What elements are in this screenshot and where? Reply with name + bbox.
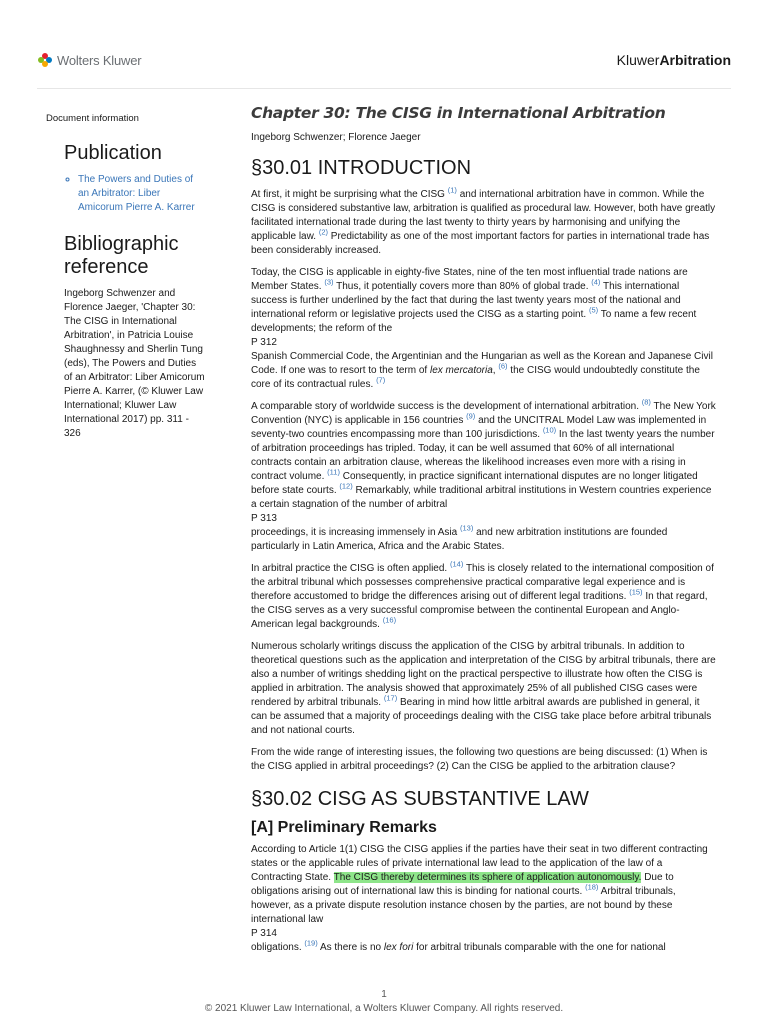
footnote-link[interactable]: (15) xyxy=(629,587,643,597)
sidebar xyxy=(46,113,206,441)
authors: Ingeborg Schwenzer; Florence Jaeger xyxy=(251,132,421,143)
text-run: In arbitral practice the CISG is often applied. xyxy=(251,563,450,574)
bibliographic-reference-heading: Bibliographic reference xyxy=(64,233,179,278)
text-run: This international success is further underlined by the fact that during the last twenty years most of the national and international reform or legislative projects used the CISG as a starting point. xyxy=(251,281,681,320)
footnote-link[interactable]: (6) xyxy=(498,361,508,371)
text-run: Arbitral tribunals, however, as a private dispute resolution instance chosen by the parties, are not bound by these international law xyxy=(251,886,676,925)
paragraph xyxy=(251,843,716,955)
footnote-link[interactable]: (13) xyxy=(459,523,474,533)
text-run: the CISG would undoubtedly constitute the core of its contractual rules. xyxy=(251,365,700,390)
text-run: Consequently, in practice significant international disputes are no longer litigated before state courts. xyxy=(251,471,698,496)
text-run: for arbitral tribunals comparable with the one for national xyxy=(413,942,666,953)
text-run: A comparable story of worldwide success is the development of international arbitration. xyxy=(251,401,642,412)
text-run: , xyxy=(492,365,499,376)
document-information-label: Document information xyxy=(46,113,139,124)
footnote-link[interactable]: (4) xyxy=(591,277,601,287)
text-run: Thus, it potentially covers more than 80% of global trade. xyxy=(333,281,592,292)
text-run: As there is no xyxy=(317,942,384,953)
footnote-link[interactable]: (14) xyxy=(450,559,464,569)
text-run: At first, it might be surprising what the CISG xyxy=(251,189,448,200)
text-run: proceedings, it is increasing immensely in Asia xyxy=(251,527,460,538)
text-run: and new arbitration institutions are founded particularly in Latin America, Africa and the Arabic States. xyxy=(251,527,668,552)
page-marker: P 313 xyxy=(251,513,277,524)
footnote-link[interactable]: (16) xyxy=(382,615,397,625)
footnote-link[interactable]: (3) xyxy=(324,277,334,287)
text-run: Bearing in mind how little arbitral awards are published in general, it can be assumed that a majority of proceedings dealing with the CISG take place before arbitral tribunals and not national courts. xyxy=(251,697,712,736)
page-footer xyxy=(0,988,768,1016)
wolters-kluwer-logo-icon xyxy=(37,52,53,68)
page-number: 1 xyxy=(381,989,387,1000)
footnote-link[interactable]: (8) xyxy=(641,397,651,407)
kluwer-arbitration-brand[interactable] xyxy=(617,52,731,68)
text-run: The New York Convention (NYC) is applicable in 156 countries xyxy=(251,401,716,426)
paragraph xyxy=(251,559,716,632)
paragraph xyxy=(251,397,716,554)
copyright-notice: © 2021 Kluwer Law International, a Wolters Kluwer Company. All rights reserved. xyxy=(204,1003,564,1014)
text-run: In that regard, the CISG serves as a very successful compromise between the continental European and Anglo-American legal backgrounds. xyxy=(251,591,708,630)
footnote-link[interactable]: (19) xyxy=(304,938,318,948)
italic-term: lex fori xyxy=(383,942,414,953)
footnote-link[interactable]: (1) xyxy=(447,185,457,195)
paragraph: From the wide range of interesting issues, the following two questions are being discussed: (1) When is the CISG applied in arbitral proceedings? (2) Can the CISG be applied to the arbitration clause? xyxy=(251,747,708,772)
page-marker: P 314 xyxy=(251,928,277,939)
paragraph xyxy=(251,185,716,258)
text-run: To name a few recent developments; the reform of the xyxy=(251,309,697,334)
footnote-link[interactable]: (7) xyxy=(376,375,386,385)
text-run: Numerous scholarly writings discuss the application of the CISG by arbitral tribunals. In addition to theoretical questions such as the application and interpretation of the CISG by arbitral tribunals, there are also a number of writings shedding light on the practical perspective to illustrate how often the CISG is applied in arbitration. The analysis showed that approximately 25% of all published CISG cases were rendered by arbitral tribunals. xyxy=(251,641,716,708)
text-run: In the last twenty years the number of arbitration proceedings has tripled. Today, it can be well assumed that 60% of all international contracts contain an arbitration clause, whereas the likelihood increases even more with a rising in contract volume. xyxy=(251,429,715,482)
footnote-link[interactable]: (18) xyxy=(585,882,599,892)
article-body xyxy=(251,104,716,963)
brand-bold: Arbitration xyxy=(659,52,731,68)
paragraph xyxy=(251,266,716,392)
italic-term: lex mercatoria xyxy=(429,365,493,376)
chapter-title: Chapter 30: The CISG in International Arbitration xyxy=(251,104,666,122)
publication-list xyxy=(64,173,206,215)
publication-link[interactable] xyxy=(78,173,206,215)
publication-heading: Publication xyxy=(64,142,162,164)
section-heading: §30.02 CISG AS SUBSTANTIVE LAW xyxy=(251,788,589,810)
text-run: Predictability as one of the most important factors for parties in international trade has been considerably increased. xyxy=(251,231,710,256)
paragraph xyxy=(251,640,716,738)
header-divider xyxy=(37,88,731,89)
section-heading: §30.01 INTRODUCTION xyxy=(251,157,472,179)
text-run: obligations. xyxy=(251,942,305,953)
footnote-link[interactable]: (5) xyxy=(588,305,599,315)
footnote-link[interactable]: (10) xyxy=(542,425,557,435)
subsection-heading: [A] Preliminary Remarks xyxy=(251,819,437,836)
text-run: This is closely related to the international composition of the arbitral tribunal which possesses comprehensive practical comparative legal experience and is therefore accustomed to bridge the differences arising out of different legal traditions. xyxy=(251,563,714,602)
highlighted-text[interactable]: The CISG thereby determines its sphere of application autonomously. xyxy=(333,872,642,883)
footnote-link[interactable]: (2) xyxy=(318,227,328,237)
publication-link-text[interactable]: The Powers and Duties of an Arbitrator: Liber Amicorum Pierre A. Karrer xyxy=(78,174,195,213)
footnote-link[interactable]: (11) xyxy=(327,467,340,477)
text-run: Due to obligations arising out of international law this is binding for national courts. xyxy=(251,872,674,897)
text-run: Remarkably, while traditional arbitral institutions in Western countries experience a certain stagnation of the number of arbitral xyxy=(251,485,712,510)
bibliographic-reference-text: Ingeborg Schwenzer and Florence Jaeger, 'Chapter 30: The CISG in International Arbitration', in Patricia Louise Shaughnessy and Sherlin Tung (eds), The Powers and Duties of an Arbitrator: Liber Amicorum Pierre A. Karrer, (© Kluwer Law International; Kluwer Law International 2017) pp. 311 - 326 xyxy=(64,288,205,439)
text-run: and international arbitration have in common. While the CISG is considered substantive law, arbitration is qualified as procedural law. However, both have greatly facilitated international trade during the last twenty to thirty years by harmonising and unifying the applicable law. xyxy=(251,189,716,242)
footnote-link[interactable]: (17) xyxy=(383,693,398,703)
text-run: Spanish Commercial Code, the Argentinian and the Hungarian as well as the Korean and Japanese Civil Code. If one was to resort to the term of xyxy=(251,351,713,376)
text-run: and the UNCITRAL Model Law was implemented in seventy-two countries encompassing more than 100 jurisdictions. xyxy=(251,415,707,440)
footnote-link[interactable]: (9) xyxy=(466,411,476,421)
logo-text: Wolters Kluwer xyxy=(57,52,142,68)
footnote-link[interactable]: (12) xyxy=(339,481,353,491)
wolters-kluwer-logo xyxy=(37,52,141,68)
text-run: Today, the CISG is applicable in eighty-five States, nine of the ten most influential trade nations are Member States. xyxy=(251,267,688,292)
page-marker: P 312 xyxy=(251,337,277,348)
brand-prefix: Kluwer xyxy=(616,52,660,68)
text-run: According to Article 1(1) CISG the CISG applies if the parties have their seat in two different contracting states or the applicable rules of private international law lead to the application of the law of a Contracting State. xyxy=(251,844,708,883)
